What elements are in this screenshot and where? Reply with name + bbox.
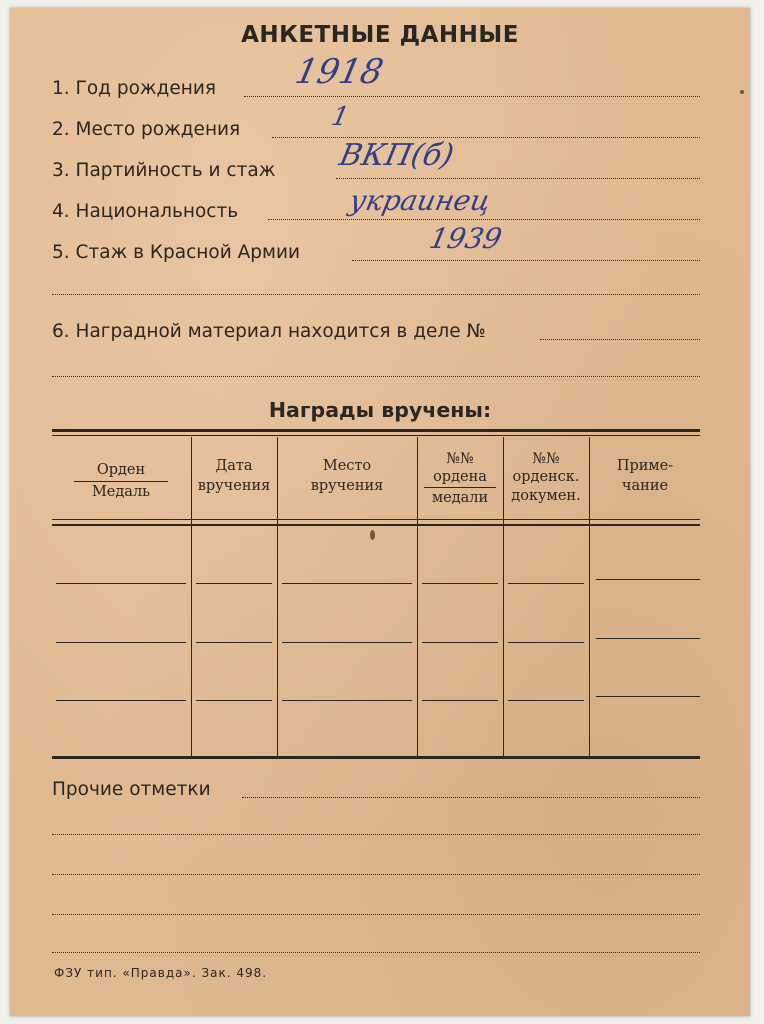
dotted-line — [52, 834, 700, 835]
column-header-date — [192, 456, 276, 496]
column-header-award — [52, 460, 190, 502]
column-divider — [417, 437, 418, 757]
column-header-award-number — [418, 450, 502, 508]
table-top-rule — [52, 435, 700, 436]
header-bottom: чание — [621, 478, 669, 494]
header-bottom: вручения — [197, 478, 271, 494]
field-label: Год рождения — [75, 78, 216, 99]
dotted-line — [272, 137, 700, 138]
field-number: 5. — [52, 242, 70, 263]
field-value-birth-year: 1918 — [291, 52, 387, 92]
dotted-line — [52, 874, 700, 875]
field-value-birthplace: 1 — [328, 102, 352, 132]
printer-footer: ФЗУ тип. «Правда». Зак. 498. — [54, 966, 268, 980]
dotted-line — [244, 96, 700, 97]
header-top: Дата — [215, 458, 253, 474]
table-top-rule — [52, 429, 700, 432]
field-value-party: ВКП(б) — [336, 138, 457, 173]
awards-title: Награды вручены: — [268, 398, 492, 422]
field-label: Национальность — [75, 201, 239, 222]
header-bottom: вручения — [310, 478, 384, 494]
field-party — [52, 160, 275, 181]
header-top: Место — [322, 458, 372, 474]
field-birth-year — [52, 78, 216, 99]
ink-stain — [370, 530, 375, 540]
field-award-file — [52, 321, 486, 342]
table-bottom-rule — [52, 756, 700, 759]
header-top: №№ ордена — [433, 451, 487, 485]
field-number: 1. — [52, 78, 70, 99]
field-nationality — [52, 201, 238, 222]
header-top: Приме- — [616, 458, 674, 474]
header-bottom-rule — [52, 524, 700, 526]
column-header-note — [590, 456, 700, 496]
field-label: Наградной материал находится в деле № — [75, 321, 486, 342]
dotted-line — [52, 376, 700, 377]
field-number: 3. — [52, 160, 70, 181]
document-card — [10, 8, 750, 1016]
field-army-service — [52, 242, 300, 263]
field-label: Партийность и стаж — [75, 160, 276, 181]
field-label: Место рождения — [75, 119, 241, 140]
dotted-line — [268, 219, 700, 220]
field-number: 4. — [52, 201, 70, 222]
column-header-document-number — [504, 450, 588, 506]
header-top: Орден — [96, 462, 146, 478]
field-number: 2. — [52, 119, 70, 140]
field-value-army-service: 1939 — [426, 222, 505, 255]
field-birthplace — [52, 119, 240, 140]
header-bottom-rule — [52, 519, 700, 520]
field-label: Стаж в Красной Армии — [75, 242, 301, 263]
dotted-line — [52, 952, 700, 953]
dotted-line — [352, 260, 700, 261]
header-bottom: докумен. — [511, 488, 581, 504]
dotted-line — [52, 294, 700, 295]
header-bottom: Медаль — [91, 484, 151, 500]
dotted-line — [336, 178, 700, 179]
page-title: АНКЕТНЫЕ ДАННЫЕ — [241, 22, 519, 48]
dotted-line — [540, 339, 700, 340]
header-bottom: медали — [431, 490, 489, 506]
ink-stain — [740, 90, 744, 94]
column-divider — [503, 437, 504, 757]
dotted-line — [52, 914, 700, 915]
field-number: 6. — [52, 321, 70, 342]
field-value-nationality: украинец — [346, 184, 494, 217]
column-divider — [589, 437, 590, 757]
other-notes-label: Прочие отметки — [52, 779, 211, 800]
column-divider — [191, 437, 192, 757]
column-divider — [277, 437, 278, 757]
dotted-line — [242, 797, 700, 798]
header-top: №№ орденск. — [512, 451, 580, 485]
column-header-place — [278, 456, 416, 496]
